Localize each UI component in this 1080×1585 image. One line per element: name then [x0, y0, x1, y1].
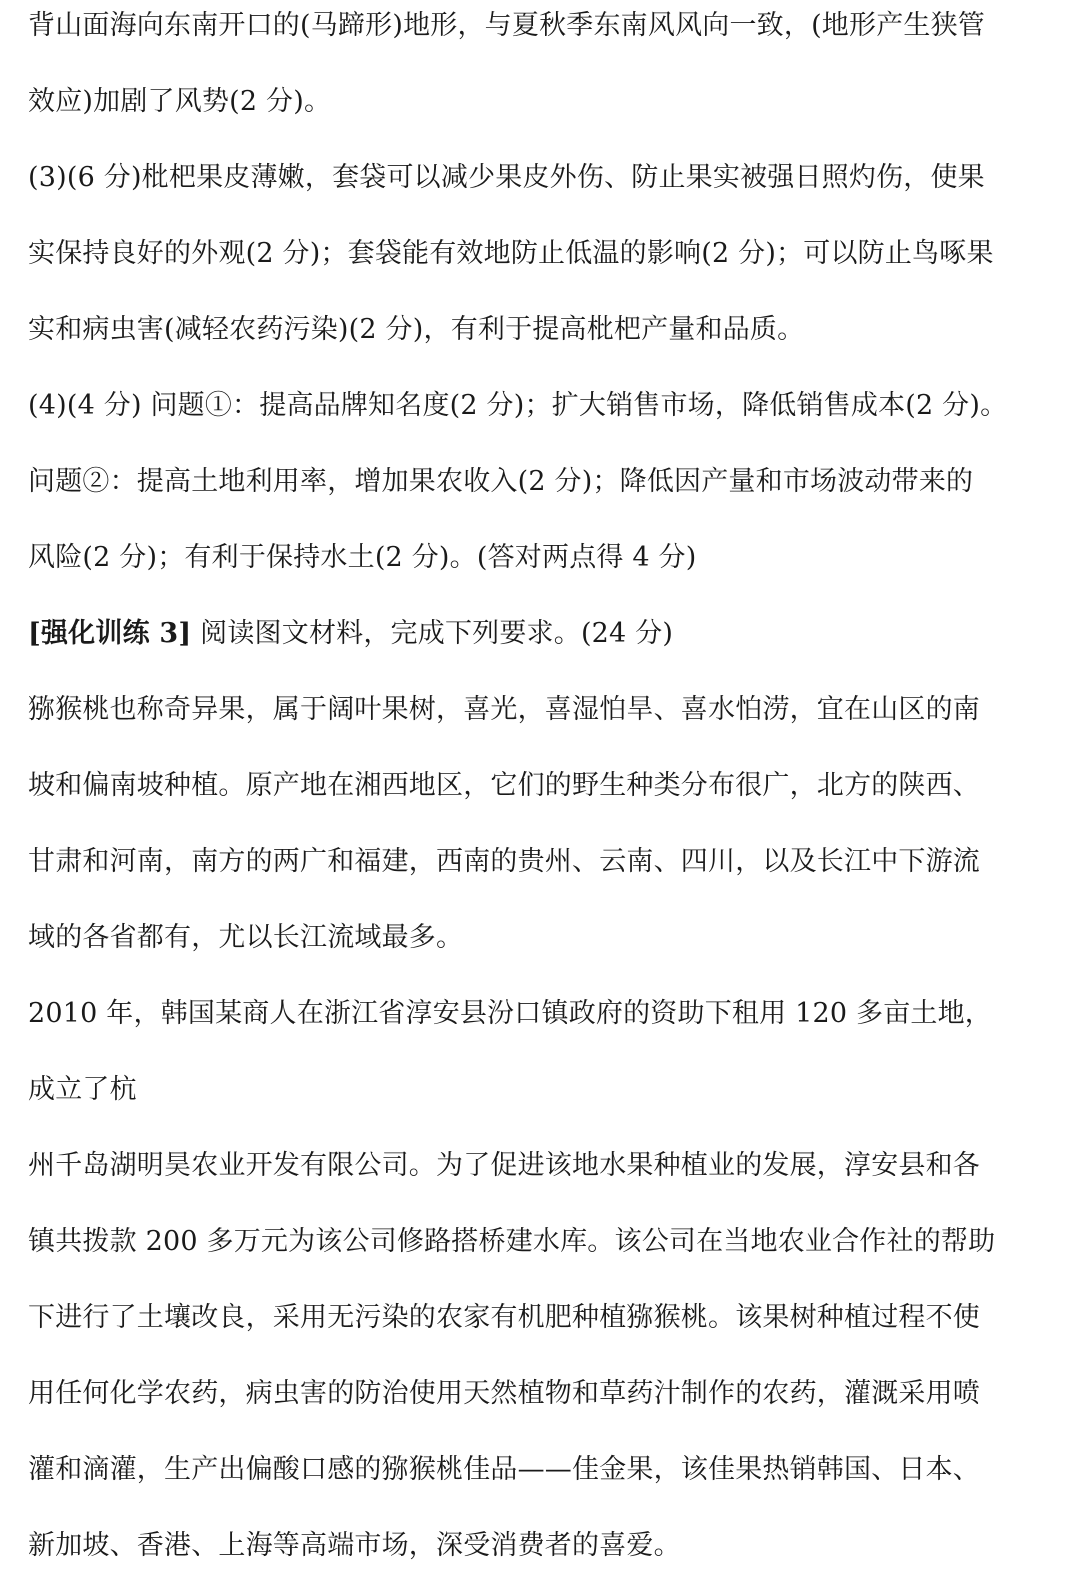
answer-3-line-2: 实保持良好的外观(2 分)；套袋能有效地防止低温的影响(2 分)；可以防止鸟啄果: [28, 238, 994, 269]
answer-4-line-1: (4)(4 分) 问题①：提高品牌知名度(2 分)；扩大销售市场，降低销售成本(2 分)。: [28, 390, 1008, 421]
answer-4-line-2: 问题②：提高土地利用率，增加果农收入(2 分)；降低因产量和市场波动带来的: [28, 466, 974, 497]
material-para1-line-4: 域的各省都有，尤以长江流域最多。: [28, 922, 464, 953]
material-para2-line-8: 新加坡、香港、上海等高端市场，深受消费者的喜爱。: [28, 1530, 681, 1561]
answer-2-line-1: 背山面海向东南开口的(马蹄形)地形，与夏秋季东南风风向一致，(地形产生狭管: [28, 10, 985, 41]
training-instruction: 阅读图文材料，完成下列要求。(24 分): [200, 618, 674, 649]
material-para2-line-6: 用任何化学农药，病虫害的防治使用天然植物和草药汁制作的农药，灌溉采用喷: [28, 1378, 980, 1409]
answer-2-line-2: 效应)加剧了风势(2 分)。: [28, 86, 332, 117]
material-para1-line-1: 猕猴桃也称奇异果，属于阔叶果树，喜光，喜湿怕旱、喜水怕涝，宜在山区的南: [28, 694, 980, 725]
material-para2-line-1: 2010 年，韩国某商人在浙江省淳安县汾口镇政府的资助下租用 120 多亩土地，: [28, 998, 992, 1029]
answer-3-line-1: (3)(6 分)枇杷果皮薄嫩，套袋可以减少果皮外伤、防止果实被强日照灼伤，使果: [28, 162, 985, 193]
training-gap: [191, 618, 200, 649]
answer-3-line-3: 实和病虫害(减轻农药污染)(2 分)，有利于提高枇杷产量和品质。: [28, 314, 805, 345]
material-para2-line-7: 灌和滴灌，生产出偏酸口感的猕猴桃佳品——佳金果，该佳果热销韩国、日本、: [28, 1454, 980, 1485]
material-para2-line-2: 成立了杭: [28, 1074, 137, 1105]
material-para2-line-5: 下进行了土壤改良，采用无污染的农家有机肥种植猕猴桃。该果树种植过程不使: [28, 1302, 980, 1333]
training-label: [强化训练 3]: [28, 618, 192, 649]
material-para2-line-3: 州千岛湖明昊农业开发有限公司。为了促进该地水果种植业的发展，淳安县和各: [28, 1150, 980, 1181]
material-para2-line-4: 镇共拨款 200 多万元为该公司修路搭桥建水库。该公司在当地农业合作社的帮助: [28, 1226, 996, 1257]
training-heading: [28, 616, 1052, 652]
material-para1-line-3: 甘肃和河南，南方的两广和福建，西南的贵州、云南、四川，以及长江中下游流: [28, 846, 980, 877]
material-para1-line-2: 坡和偏南坡种植。原产地在湘西地区，它们的野生种类分布很广，北方的陕西、: [28, 770, 980, 801]
answer-4-line-3: 风险(2 分)；有利于保持水土(2 分)。(答对两点得 4 分): [28, 542, 697, 573]
